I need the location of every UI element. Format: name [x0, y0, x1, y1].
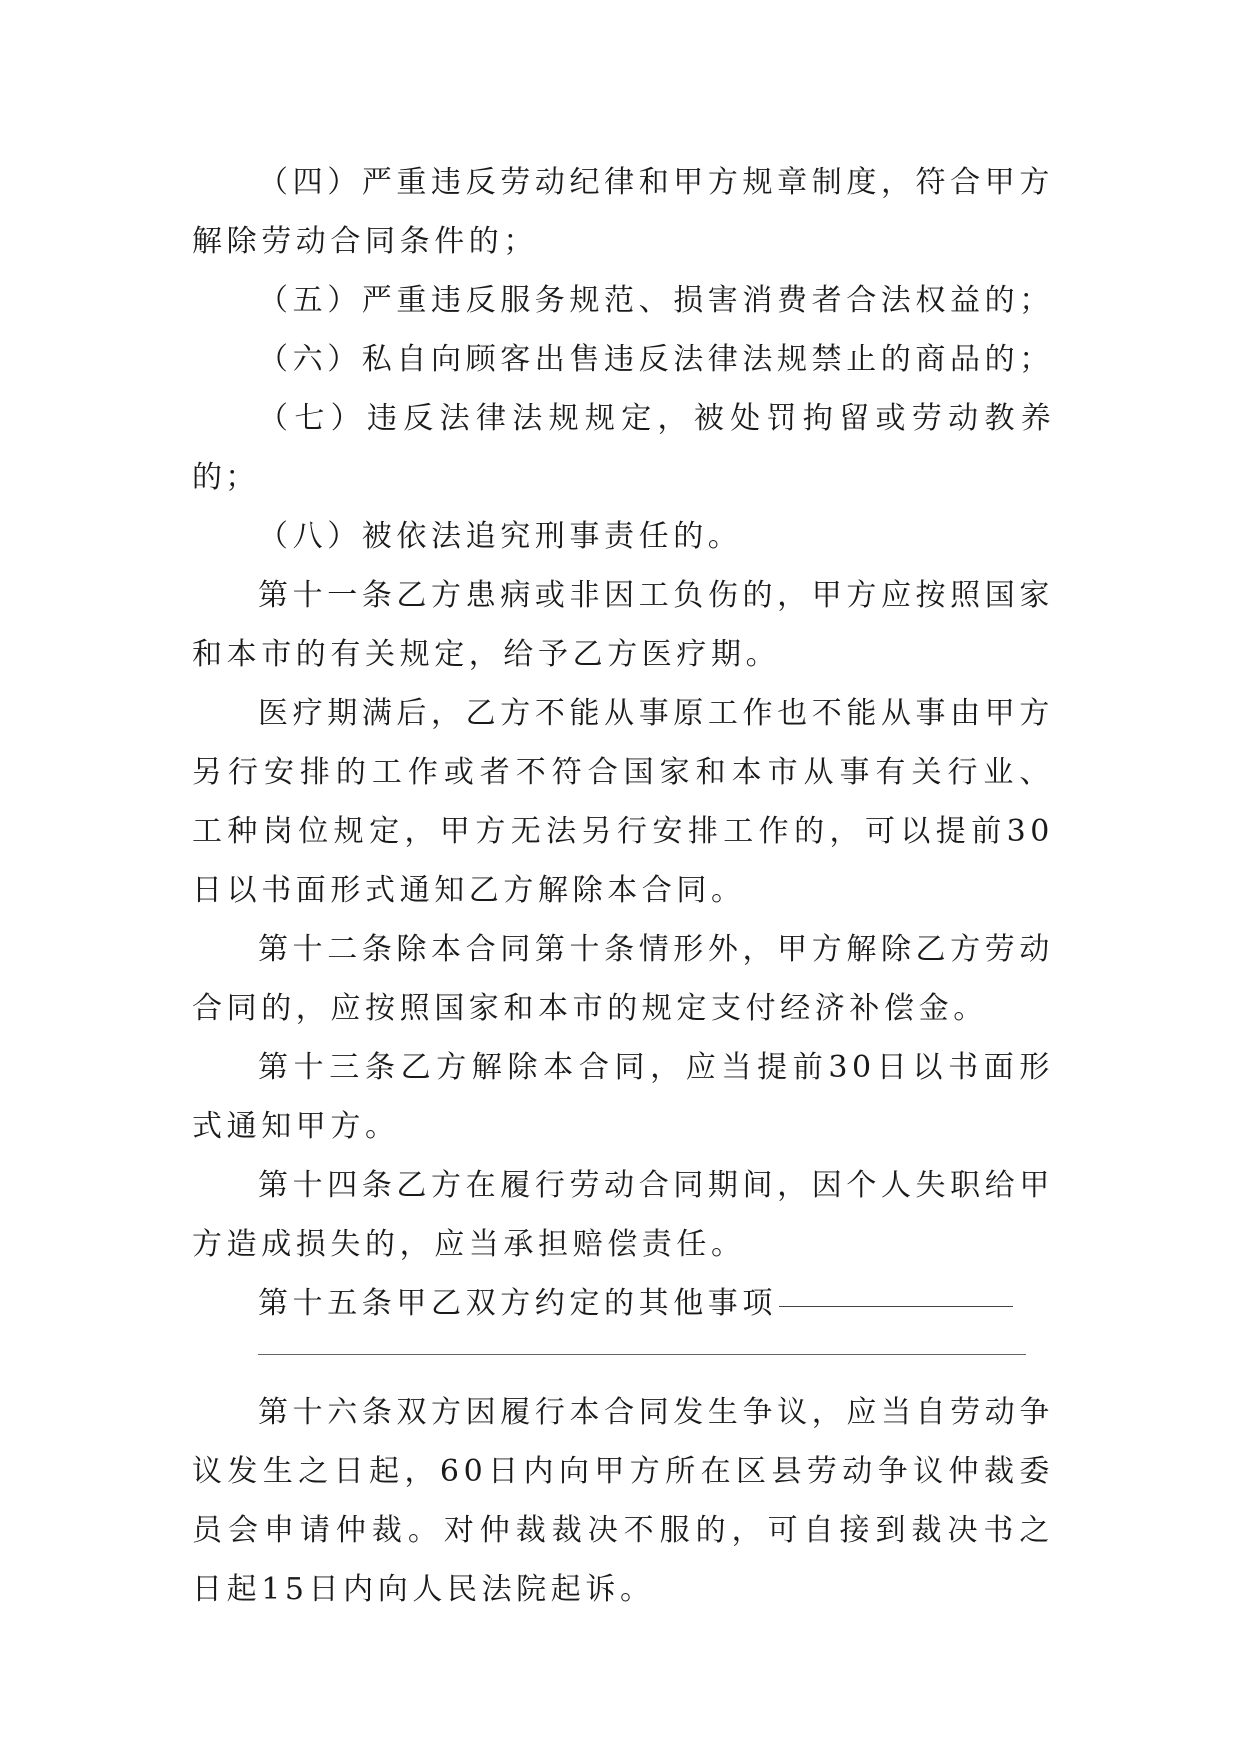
clause-item-6: （六）私自向顾客出售违反法律法规禁止的商品的； [258, 342, 1054, 377]
clause-item-7: （七）违反法律法规规定，被处罚拘留或劳动教养的； [192, 401, 1054, 495]
article-15-text: 第十五条甲乙双方约定的其他事项 [258, 1286, 777, 1321]
fill-in-blank-inline [779, 1305, 1013, 1307]
article-13: 第十三条乙方解除本合同，应当提前30日以书面形式通知甲方。 [192, 1050, 1054, 1144]
clause-item-5: （五）严重违反服务规范、损害消费者合法权益的； [258, 283, 1054, 318]
clause-item-8: （八）被依法追究刑事责任的。 [258, 519, 743, 554]
fill-in-blank-line [258, 1353, 1026, 1355]
article-11: 第十一条乙方患病或非因工负伤的，甲方应按照国家和本市的有关规定，给予乙方医疗期。 [192, 578, 1054, 672]
article-12: 第十二条除本合同第十条情形外，甲方解除乙方劳动合同的，应按照国家和本市的规定支付经济补偿金。 [192, 932, 1054, 1026]
article-14: 第十四条乙方在履行劳动合同期间，因个人失职给甲方造成损失的，应当承担赔偿责任。 [192, 1168, 1054, 1262]
article-15 [192, 1274, 1054, 1333]
document-body [192, 153, 1054, 1619]
clause-item-4: （四）严重违反劳动纪律和甲方规章制度，符合甲方解除劳动合同条件的； [192, 165, 1054, 259]
article-11-medical-period: 医疗期满后，乙方不能从事原工作也不能从事由甲方另行安排的工作或者不符合国家和本市从事有关行业、工种岗位规定，甲方无法另行安排工作的，可以提前30日以书面形式通知乙方解除本合同。 [192, 696, 1054, 908]
article-16: 第十六条双方因履行本合同发生争议，应当自劳动争议发生之日起，60日内向甲方所在区县劳动争议仲裁委员会申请仲裁。对仲裁裁决不服的，可自接到裁决书之日起15日内向人民法院起诉。 [192, 1395, 1054, 1607]
